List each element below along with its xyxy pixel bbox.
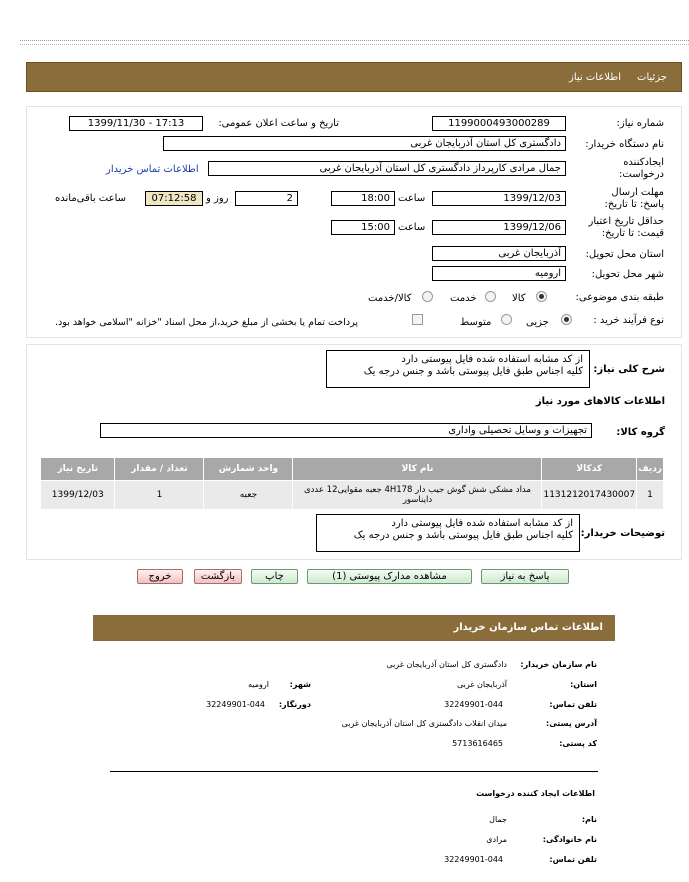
creator-phone-label: تلفن تماس:	[549, 855, 597, 864]
province-field: آذربایجان غربی	[432, 246, 566, 261]
goods-table	[40, 457, 664, 510]
process-partial-radio[interactable]	[561, 314, 572, 325]
deadline-label: مهلت ارسال پاسخ: تا تاریخ:	[604, 187, 664, 210]
goods-group-field: تجهیزات و وسایل تحصیلی واداری	[100, 423, 592, 438]
address-label: آدرس پستی:	[546, 719, 597, 728]
print-button[interactable]: چاپ	[251, 569, 298, 584]
buyer-org-field: دادگستری کل استان آذربایجان غربی	[163, 136, 566, 151]
contact-city-label: شهر:	[289, 680, 311, 689]
announce-label: تاریخ و ساعت اعلان عمومی:	[218, 118, 339, 129]
buyer-org-label: نام دستگاه خریدار:	[585, 139, 664, 150]
contact-title-bar	[93, 615, 615, 641]
treasury-checkbox[interactable]	[412, 314, 423, 325]
org-name-value: دادگستری کل استان آذربایجان غربی	[386, 660, 507, 669]
cell-unit: جعبه	[204, 481, 293, 510]
creator-last-value: مرادی	[486, 835, 507, 844]
days-field: 2	[235, 191, 298, 206]
deadline-hour-field: 18:00	[331, 191, 395, 206]
top-divider	[20, 40, 689, 41]
remaining-label: ساعت باقی‌مانده	[55, 193, 127, 204]
top-divider-2	[20, 44, 689, 45]
city-field: ارومیه	[432, 266, 566, 281]
buyer-notes-label: توضیحات خریدار:	[580, 528, 665, 539]
back-button[interactable]: بازگشت	[194, 569, 242, 584]
col-name: نام کالا	[293, 458, 542, 481]
creator-first-label: نام:	[581, 815, 597, 824]
process-partial-label: جزیی	[526, 317, 549, 328]
deadline-hour-label: ساعت	[398, 193, 426, 204]
creator-phone-value: 32249901-044	[444, 855, 503, 864]
org-name-label: نام سازمان خریدار:	[520, 660, 597, 669]
contact-province-value: آذربایجان غربی	[456, 680, 507, 689]
process-medium-label: متوسط	[460, 317, 492, 328]
table-row[interactable]	[41, 481, 664, 510]
address-value: میدان انقلاب دادگستری کل استان آذربایجان غربی	[341, 719, 507, 728]
contact-fax-value: 32249901-044	[206, 700, 265, 709]
tab-request-info[interactable]: اطلاعات نیاز	[569, 72, 621, 83]
category-label: طبقه بندی موضوعی:	[575, 292, 664, 303]
need-number-label: شماره نیاز:	[616, 118, 664, 129]
col-date: تاریخ نیاز	[41, 458, 115, 481]
category-goods-label: کالا	[512, 293, 526, 304]
contact-title: اطلاعات تماس سازمان خریدار	[453, 622, 603, 633]
goods-table-header	[41, 458, 664, 481]
category-both-radio[interactable]	[422, 291, 433, 302]
treasury-note: پرداخت تمام یا بخشی از مبلغ خرید،از محل اسناد "خزانه "اسلامی خواهد بود.	[55, 317, 358, 328]
tab-details[interactable]: جزئیات	[637, 72, 667, 83]
col-row: ردیف	[637, 458, 664, 481]
summary-line-2: کلیه اجناس طبق فایل پیوستی باشد و جنس درجه یک	[363, 366, 583, 377]
summary-line-1: از کد مشابه استفاده شده فایل پیوستی دارد	[401, 354, 583, 365]
contact-phone-label: تلفن تماس:	[549, 700, 597, 709]
deadline-date-field: 1399/12/03	[432, 191, 566, 206]
postal-label: کد پستی:	[559, 739, 597, 748]
contact-phone-value: 32249901-044	[444, 700, 503, 709]
cell-qty: 1	[115, 481, 204, 510]
process-label: نوع فرآیند خرید :	[593, 315, 664, 326]
cell-name: مداد مشکی شش گوش جیب دار 4H178 جعبه مقوایی12 عددی دایناسور	[293, 481, 542, 510]
contact-city-value: ارومیه	[248, 680, 269, 689]
province-label: استان محل تحویل:	[585, 249, 664, 260]
postal-value: 5713616465	[452, 739, 503, 748]
validity-hour-label: ساعت	[398, 222, 426, 233]
creator-label: ایجادکننده درخواست:	[619, 157, 664, 180]
announce-field: 1399/11/30 - 17:13	[69, 116, 203, 131]
buyer-notes-line-2: کلیه اجناس طبق فایل پیوستی باشد و جنس درجه یک	[353, 530, 573, 541]
buyer-contact-link[interactable]: اطلاعات تماس خریدار	[106, 164, 199, 175]
col-qty: تعداد / مقدار	[115, 458, 204, 481]
category-service-label: خدمت	[450, 293, 477, 304]
remaining-time-field: 07:12:58	[145, 191, 203, 206]
city-label: شهر محل تحویل:	[591, 269, 664, 280]
cell-code: 1131212017430007	[542, 481, 637, 510]
header-bar	[26, 62, 682, 92]
validity-label: حداقل تاریخ اعتبار قیمت: تا تاریخ:	[588, 216, 664, 239]
need-number-field: 1199000493000289	[432, 116, 566, 131]
summary-box	[326, 350, 590, 388]
col-unit: واحد شمارش	[204, 458, 293, 481]
days-label: روز و	[206, 193, 229, 204]
cell-date: 1399/12/03	[41, 481, 115, 510]
view-docs-button[interactable]: مشاهده مدارک پیوستی (1)	[307, 569, 472, 584]
category-service-radio[interactable]	[485, 291, 496, 302]
buyer-notes-box	[316, 514, 580, 552]
creator-last-label: نام خانوادگی:	[542, 835, 597, 844]
contact-province-label: استان:	[570, 680, 597, 689]
category-goods-radio[interactable]	[536, 291, 547, 302]
creator-first-value: جمال	[489, 815, 507, 824]
goods-group-label: گروه کالا:	[616, 427, 665, 438]
creator-field: جمال مرادی کارپرداز دادگستری کل استان آذربایجان غربی	[208, 161, 566, 176]
creator-info-title: اطلاعات ایجاد کننده درخواست	[476, 789, 595, 798]
buyer-notes-line-1: از کد مشابه استفاده شده فایل پیوستی دارد	[391, 518, 573, 529]
exit-button[interactable]: خروج	[137, 569, 183, 584]
process-medium-radio[interactable]	[501, 314, 512, 325]
col-code: کدکالا	[542, 458, 637, 481]
cell-row: 1	[637, 481, 664, 510]
goods-section-title: اطلاعات کالاهای مورد نیاز	[535, 396, 665, 407]
category-both-label: کالا/خدمت	[368, 293, 412, 304]
validity-date-field: 1399/12/06	[432, 220, 566, 235]
contact-fax-label: دورنگار:	[278, 700, 311, 709]
summary-label: شرح کلی نیاز:	[593, 364, 665, 375]
contact-divider	[110, 771, 598, 772]
reply-button[interactable]: پاسخ به نیاز	[481, 569, 569, 584]
validity-hour-field: 15:00	[331, 220, 395, 235]
